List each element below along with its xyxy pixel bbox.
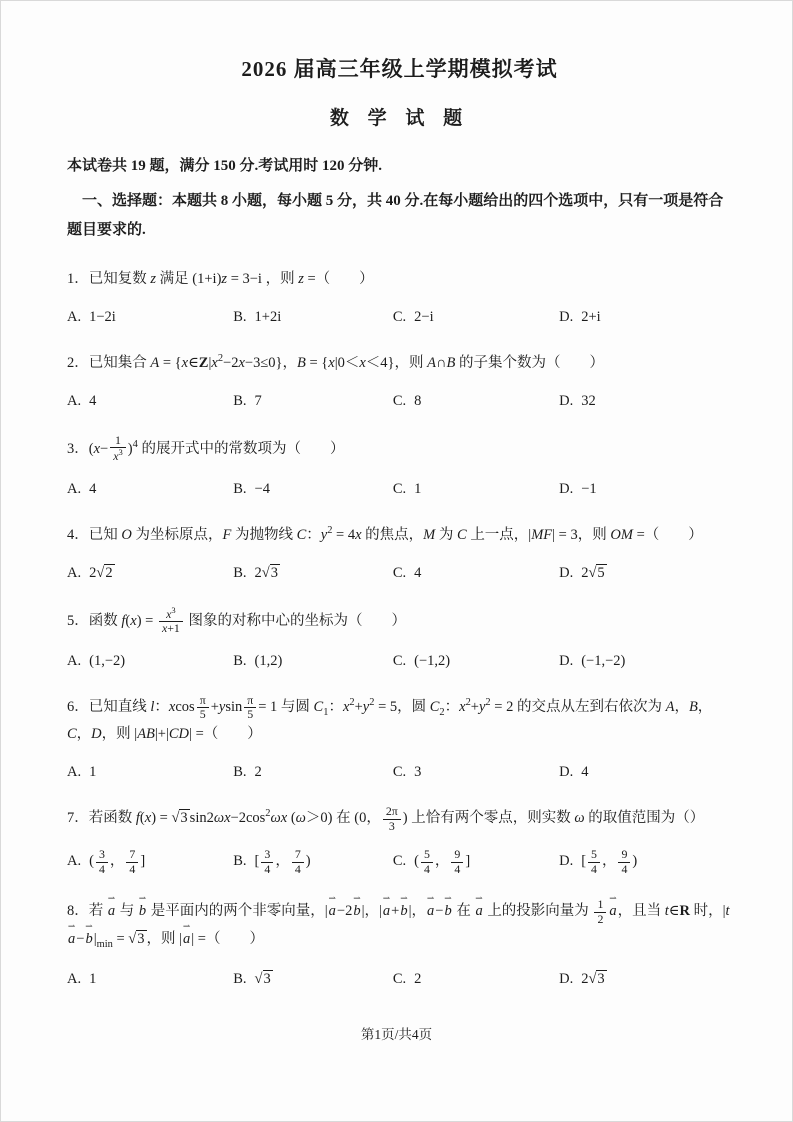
- option-a: [67, 307, 233, 329]
- option-label: D.: [559, 853, 574, 870]
- option-a: [67, 479, 233, 501]
- option-value: 1: [89, 971, 97, 988]
- option-value: 3: [414, 764, 422, 781]
- option-a: [67, 969, 233, 991]
- option-value: 2√5: [581, 564, 605, 581]
- question-stem: 3．(x− $\frac{1}{x^3}$ )$^4$ 的展开式中的常数项为（ ）: [67, 432, 345, 464]
- option-row: [67, 848, 732, 876]
- option-b: [233, 848, 393, 876]
- question-stem: 6．已知直线 l：xcos $\frac{\pi}{5}$ +ysin $\frac{\pi}{5}$ = 1 与圆 $C_1$：$x^2+y^2 = 5$，圆 $C_2$：$x^2+y^2 = 2$ 的交点从左到右依次为 A，B，C，D，则 |AB|+|CD| =（ ）: [67, 692, 713, 742]
- option-label: B.: [233, 853, 247, 870]
- option-label: C.: [392, 764, 407, 781]
- option-a: [67, 651, 233, 673]
- option-label: A.: [67, 392, 82, 409]
- option-b: [233, 307, 393, 329]
- option-a: [67, 563, 233, 585]
- question-stem: 2．已知集合 $A = \{x\in Z|x^2-2x-3\le 0\}$，B = {x|0＜x＜4}，则 A∩B 的子集个数为（ ）: [67, 352, 604, 371]
- option-c: [393, 848, 559, 876]
- option-label: B.: [233, 652, 247, 669]
- option-b: [233, 479, 393, 501]
- option-value: 4: [89, 480, 97, 497]
- option-value: [ $\frac{3}{4}$ ， $\frac{7}{4}$ ): [254, 847, 311, 877]
- option-d: [559, 969, 732, 991]
- option-label: D.: [559, 652, 574, 669]
- option-label: B.: [233, 308, 247, 325]
- option-value: 4: [414, 564, 422, 581]
- option-value: 32: [581, 392, 596, 409]
- option-label: A.: [67, 308, 82, 325]
- option-label: D.: [559, 392, 574, 409]
- option-row: [67, 563, 732, 585]
- option-value: 1−2i: [89, 308, 116, 325]
- option-value: 4: [581, 764, 589, 781]
- option-value: 1: [89, 764, 97, 781]
- option-value: 1+2i: [254, 308, 282, 325]
- option-c: [393, 391, 559, 413]
- option-value: 2: [254, 764, 262, 781]
- option-label: D.: [559, 308, 574, 325]
- page-footer: 第1页/共4页: [360, 1027, 433, 1042]
- option-label: C.: [392, 564, 407, 581]
- option-value: 8: [414, 392, 422, 409]
- question-stem: 4．已知 O 为坐标原点，F 为抛物线 C：$y^2 = 4x$ 的焦点，M 为 C 上一点，|MF| = 3，则 OM =（ ）: [67, 524, 703, 543]
- option-c: [393, 969, 559, 991]
- option-value: 2√2: [89, 564, 113, 581]
- option-a: [67, 391, 233, 413]
- option-label: D.: [559, 564, 574, 581]
- option-value: [ $\frac{5}{4}$ ， $\frac{9}{4}$ ): [581, 847, 638, 877]
- question-block: [67, 898, 732, 991]
- option-label: A.: [67, 564, 82, 581]
- question-stem: 7．若函数 f(x) = √3 $\sin 2\omega x-2\cos^2\omega x$ (ω＞0) 在 (0， $\frac{2\pi}{3}$ ) 上恰有两个零点，则实数 ω 的取值范围为（）: [67, 804, 705, 833]
- option-value: 7: [254, 392, 262, 409]
- option-a: [67, 762, 233, 784]
- option-label: C.: [392, 853, 407, 870]
- option-value: 1: [414, 480, 422, 497]
- option-d: [559, 307, 732, 329]
- option-value: 2√3: [254, 564, 279, 581]
- option-row: [67, 479, 732, 501]
- option-label: C.: [392, 308, 407, 325]
- option-d: [559, 479, 732, 501]
- option-a: [67, 848, 233, 876]
- option-value: −4: [254, 480, 270, 497]
- question-stem: 5．函数 f(x) = $\frac{x^3}{x+1}$ 图象的对称中心的坐标为（ ）: [67, 604, 406, 636]
- question-block: [67, 434, 732, 501]
- option-label: B.: [233, 564, 247, 581]
- option-label: A.: [67, 971, 82, 988]
- option-value: (1,−2): [89, 652, 126, 669]
- option-label: C.: [392, 652, 407, 669]
- option-value: 2√3: [581, 971, 605, 988]
- option-label: B.: [233, 480, 247, 497]
- question-block: [67, 606, 732, 673]
- option-row: [67, 391, 732, 413]
- option-label: A.: [67, 853, 82, 870]
- option-label: A.: [67, 764, 82, 781]
- section-header: 一、选择题：本题共 8 小题，每小题 5 分，共 40 分.在每小题给出的四个选项中，只有一项是符合题目要求的.: [67, 193, 724, 239]
- page-title: 2026 届高三年级上学期模拟考试: [241, 57, 558, 81]
- option-b: [233, 651, 393, 673]
- option-b: [233, 391, 393, 413]
- question-block: [67, 694, 732, 784]
- option-row: [67, 762, 732, 784]
- question-block: [67, 805, 732, 877]
- option-b: [233, 563, 393, 585]
- option-label: D.: [559, 971, 574, 988]
- question-stem: 8．若 a ⇀ 与 b ⇀ 是平面内的两个非零向量，|a ⇀−2b ⇀|，|a ⇀+b ⇀|，a ⇀−b ⇀ 在 a ⇀ 上的投影向量为 $\frac{1}{2}$ a ⇀，且当 t∈R 时，|ta ⇀−b $⇀|_{min} = √3$ ，则 |a ⇀| =（ ）: [67, 898, 732, 955]
- option-b: [233, 762, 393, 784]
- option-value: −1: [581, 480, 597, 497]
- option-c: [393, 651, 559, 673]
- option-label: B.: [233, 971, 247, 988]
- option-value: 4: [89, 392, 97, 409]
- option-value: ( $\frac{5}{4}$ ， $\frac{9}{4}$ ]: [414, 847, 471, 877]
- option-label: B.: [233, 764, 247, 781]
- option-value: ( $\frac{3}{4}$ ， $\frac{7}{4}$ ]: [89, 847, 146, 877]
- question-stem: 1．已知复数 z 满足 (1+i)z = 3−i ，则 z =（ ）: [67, 270, 374, 287]
- option-b: [233, 969, 393, 991]
- option-label: C.: [392, 392, 407, 409]
- option-row: [67, 307, 732, 329]
- option-c: [393, 563, 559, 585]
- question-block: [67, 267, 732, 329]
- option-value: (−1,2): [414, 652, 451, 669]
- option-label: C.: [392, 480, 407, 497]
- option-label: D.: [559, 480, 574, 497]
- option-value: √3: [254, 971, 271, 988]
- page-subtitle: 数 学 试 题: [329, 108, 470, 129]
- option-c: [393, 479, 559, 501]
- option-label: B.: [233, 392, 247, 409]
- option-row: [67, 969, 732, 991]
- option-label: D.: [559, 764, 574, 781]
- option-d: [559, 391, 732, 413]
- option-value: 2−i: [414, 308, 434, 325]
- option-row: [67, 651, 732, 673]
- question-block: [67, 522, 732, 585]
- option-label: C.: [392, 971, 407, 988]
- option-value: 2+i: [581, 308, 601, 325]
- option-label: A.: [67, 480, 82, 497]
- exam-info: 本试卷共 19 题，满分 150 分.考试用时 120 分钟.: [67, 158, 383, 174]
- option-d: [559, 762, 732, 784]
- question-block: [67, 350, 732, 413]
- option-d: [559, 563, 732, 585]
- option-label: A.: [67, 652, 82, 669]
- option-value: (1,2): [254, 652, 283, 669]
- option-d: [559, 848, 732, 876]
- option-d: [559, 651, 732, 673]
- option-value: 2: [414, 971, 422, 988]
- option-c: [393, 762, 559, 784]
- option-c: [393, 307, 559, 329]
- option-value: (−1,−2): [581, 652, 626, 669]
